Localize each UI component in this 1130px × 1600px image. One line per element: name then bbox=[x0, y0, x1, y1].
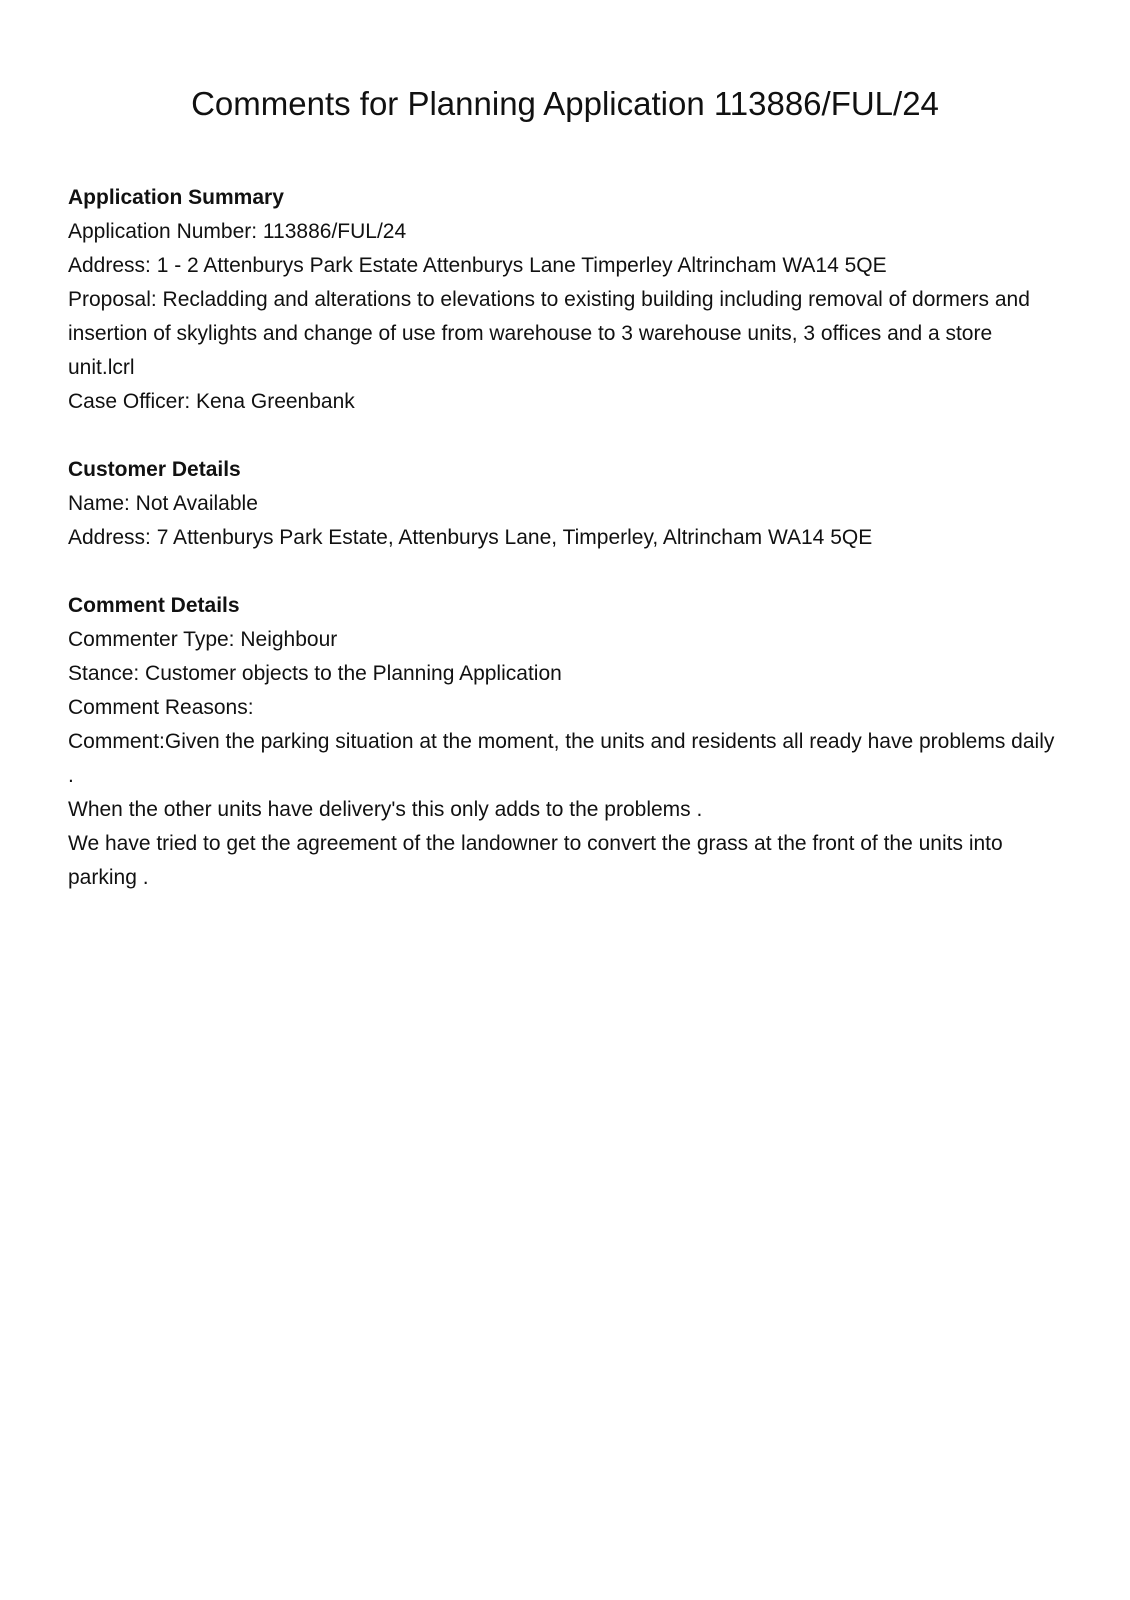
application-summary-section bbox=[68, 181, 1058, 419]
commenter-type: Commenter Type: Neighbour bbox=[68, 628, 338, 651]
stance: Stance: Customer objects to the Planning Application bbox=[68, 662, 562, 685]
comment-details-heading: Comment Details bbox=[68, 594, 240, 617]
case-officer: Case Officer: Kena Greenbank bbox=[68, 390, 355, 413]
application-proposal: Proposal: Recladding and alterations to elevations to existing building including removal of dormers and insertion of skylights and change of use from warehouse to 3 warehouse units, 3 offices and a store unit.lcrl bbox=[68, 288, 1030, 379]
application-summary-heading: Application Summary bbox=[68, 186, 284, 209]
page-title: Comments for Planning Application 113886/FUL/24 bbox=[191, 85, 939, 122]
comment-reasons: Comment Reasons: bbox=[68, 696, 254, 719]
comment-text-line: When the other units have delivery's this only adds to the problems . bbox=[68, 798, 703, 821]
document-body bbox=[68, 181, 1058, 929]
comment-text-line: Comment:Given the parking situation at the moment, the units and residents all ready have problems daily . bbox=[68, 730, 1055, 787]
customer-details-heading: Customer Details bbox=[68, 458, 241, 481]
customer-name: Name: Not Available bbox=[68, 492, 258, 515]
application-number: Application Number: 113886/FUL/24 bbox=[68, 220, 407, 243]
comment-text-line: We have tried to get the agreement of the landowner to convert the grass at the front of the units into parking . bbox=[68, 832, 1003, 889]
application-address: Address: 1 - 2 Attenburys Park Estate Attenburys Lane Timperley Altrincham WA14 5QE bbox=[68, 254, 887, 277]
customer-details-section bbox=[68, 453, 1058, 555]
customer-address: Address: 7 Attenburys Park Estate, Attenburys Lane, Timperley, Altrincham WA14 5QE bbox=[68, 526, 873, 549]
comment-details-section bbox=[68, 589, 1058, 895]
